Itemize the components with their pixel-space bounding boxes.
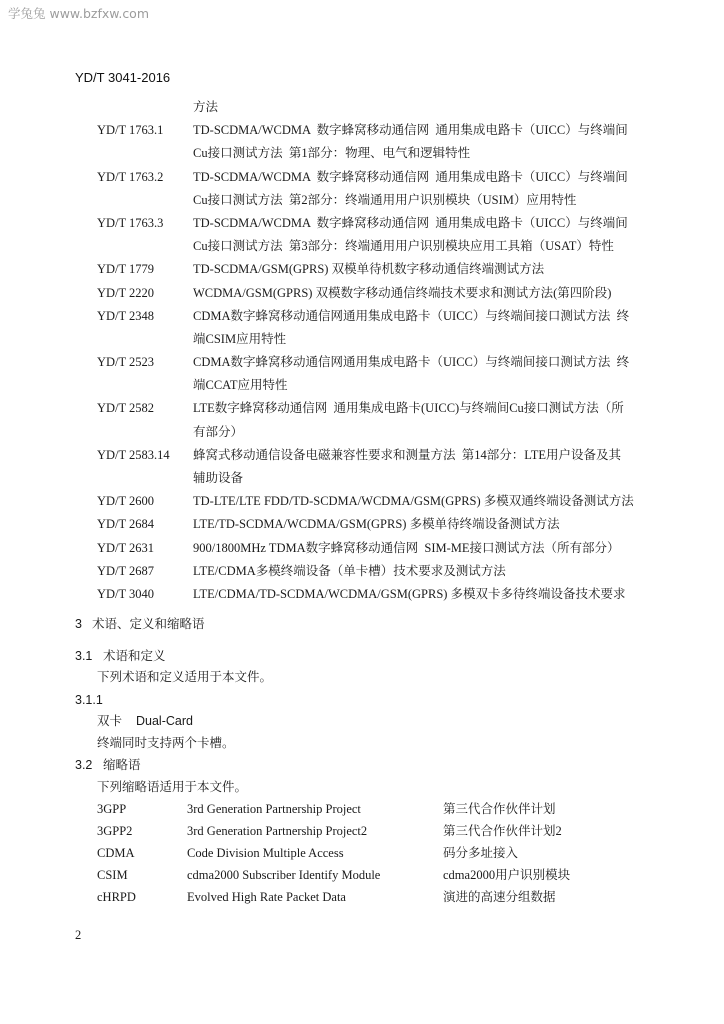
reference-title-line: 蜂窝式移动通信设备电磁兼容性要求和测量方法 第14部分：LTE用户设备及其 <box>193 447 622 462</box>
reference-item <box>97 444 657 490</box>
reference-title-line: LTE/CDMA/TD-SCDMA/WCDMA/GSM(GPRS) 多模双卡多待终端设备技术要求 <box>193 586 626 601</box>
reference-title-line: TD-SCDMA/WCDMA 数字蜂窝移动通信网 通用集成电路卡（UICC）与终端间 <box>193 215 628 230</box>
reference-item <box>97 212 657 258</box>
site-watermark: 学兔兔 www.bzfxw.com <box>8 6 150 21</box>
abbreviation-row <box>97 864 643 886</box>
reference-item <box>97 490 657 513</box>
reference-code: YD/T 2631 <box>97 540 155 555</box>
reference-title-line: 端CSIM应用特性 <box>193 331 287 346</box>
subsection-intro: 下列缩略语适用于本文件。 <box>97 780 248 794</box>
reference-title-line: Cu接口测试方法 第3部分：终端通用用户识别模块应用工具箱（USAT）特性 <box>193 239 614 254</box>
reference-title-line: 900/1800MHz TDMA数字蜂窝移动通信网 SIM-ME接口测试方法（所有部分） <box>193 540 620 555</box>
reference-title-line: LTE/CDMA多模终端设备（单卡槽）技术要求及测试方法 <box>193 563 506 578</box>
reference-item <box>97 282 657 305</box>
reference-title-line: Cu接口测试方法 第1部分：物理、电气和逻辑特性 <box>193 146 471 161</box>
reference-title-line: Cu接口测试方法 第2部分：终端通用用户识别模块（USIM）应用特性 <box>193 192 577 207</box>
abbreviation-chinese: 第三代合作伙伴计划2 <box>443 824 562 838</box>
abbreviation-english: Code Division Multiple Access <box>187 846 344 860</box>
reference-item <box>97 583 657 606</box>
reference-item <box>97 513 657 536</box>
reference-code: YD/T 2600 <box>97 494 155 509</box>
abbreviation: CSIM <box>97 868 128 882</box>
abbreviation-row <box>97 842 643 864</box>
term-name-zh: 双卡 <box>97 713 123 728</box>
reference-code: YD/T 1763.1 <box>97 123 164 138</box>
reference-title-line: TD-LTE/LTE FDD/TD-SCDMA/WCDMA/GSM(GPRS) 多模双通终端设备测试方法 <box>193 494 634 509</box>
reference-code: YD/T 2687 <box>97 563 155 578</box>
term-number: 3.1.1 <box>75 693 103 707</box>
subsection-number: 3.2 <box>75 758 93 772</box>
reference-item <box>97 305 657 351</box>
abbreviation-english: cdma2000 Subscriber Identify Module <box>187 868 381 882</box>
reference-title-line: LTE/TD-SCDMA/WCDMA/GSM(GPRS) 多模单待终端设备测试方法 <box>193 517 560 532</box>
reference-title-line: 辅助设备 <box>193 471 244 485</box>
abbreviation-chinese: 码分多址接入 <box>443 846 519 860</box>
reference-code: YD/T 2220 <box>97 285 155 300</box>
reference-code: YD/T 2583.14 <box>97 447 170 462</box>
term-name-en: Dual-Card <box>136 714 193 728</box>
subsection-intro: 下列术语和定义适用于本文件。 <box>97 670 273 684</box>
term-definition: 终端同时支持两个卡槽。 <box>97 736 235 750</box>
reference-code: YD/T 2348 <box>97 308 155 323</box>
abbreviation: 3GPP <box>97 802 127 816</box>
abbreviations-table <box>97 798 643 908</box>
reference-title-line: CDMA数字蜂窝移动通信网通用集成电路卡（UICC）与终端间接口测试方法 终 <box>193 355 630 370</box>
subsection-number: 3.1 <box>75 649 93 663</box>
reference-title-line: 端CCAT应用特性 <box>193 378 288 393</box>
reference-code: YD/T 2684 <box>97 517 155 532</box>
reference-code: YD/T 1763.2 <box>97 169 164 184</box>
reference-title-line: WCDMA/GSM(GPRS) 双模数字移动通信终端技术要求和测试方法(第四阶段) <box>193 285 612 300</box>
reference-item <box>97 537 657 560</box>
reference-title-line: CDMA数字蜂窝移动通信网通用集成电路卡（UICC）与终端间接口测试方法 终 <box>193 308 630 323</box>
abbreviation: 3GPP2 <box>97 824 133 838</box>
page-number: 2 <box>75 928 82 942</box>
section-number: 3 <box>75 617 82 631</box>
abbreviation-english: 3rd Generation Partnership Project2 <box>187 824 368 838</box>
reference-code: YD/T 2523 <box>97 355 155 370</box>
reference-code: YD/T 1763.3 <box>97 215 164 230</box>
abbreviation: cHRPD <box>97 890 136 904</box>
reference-item <box>97 96 657 119</box>
abbreviation-chinese: 第三代合作伙伴计划 <box>443 802 556 816</box>
reference-title-line: TD-SCDMA/WCDMA 数字蜂窝移动通信网 通用集成电路卡（UICC）与终端间 <box>193 169 628 184</box>
abbreviation-chinese: cdma2000用户识别模块 <box>443 868 571 882</box>
reference-title-line: TD-SCDMA/GSM(GPRS) 双模单待机数字移动通信终端测试方法 <box>193 262 545 277</box>
normative-references-list <box>97 96 657 606</box>
reference-code: YD/T 3040 <box>97 586 155 601</box>
reference-item <box>97 258 657 281</box>
reference-item <box>97 397 657 443</box>
section-title: 术语、定义和缩略语 <box>92 616 205 631</box>
reference-title-line: 方法 <box>193 100 219 114</box>
subsection-title: 缩略语 <box>103 757 141 772</box>
reference-item <box>97 351 657 397</box>
abbreviation-english: Evolved High Rate Packet Data <box>187 890 346 904</box>
abbreviation-chinese: 演进的高速分组数据 <box>443 890 556 904</box>
abbreviation-english: 3rd Generation Partnership Project <box>187 802 361 816</box>
reference-item <box>97 119 657 165</box>
reference-title-line: 有部分） <box>193 424 244 439</box>
subsection-title: 术语和定义 <box>103 648 166 663</box>
abbreviation-row <box>97 820 643 842</box>
abbreviation-row <box>97 798 643 820</box>
reference-item <box>97 166 657 212</box>
abbreviation: CDMA <box>97 846 135 860</box>
reference-code: YD/T 1779 <box>97 262 155 277</box>
reference-title-line: LTE数字蜂窝移动通信网 通用集成电路卡(UICC)与终端间Cu接口测试方法（所 <box>193 401 624 416</box>
reference-code: YD/T 2582 <box>97 401 155 416</box>
reference-title-line: TD-SCDMA/WCDMA 数字蜂窝移动通信网 通用集成电路卡（UICC）与终端间 <box>193 123 628 138</box>
document-id-header: YD/T 3041-2016 <box>75 70 171 85</box>
abbreviation-row <box>97 886 643 908</box>
reference-item <box>97 560 657 583</box>
